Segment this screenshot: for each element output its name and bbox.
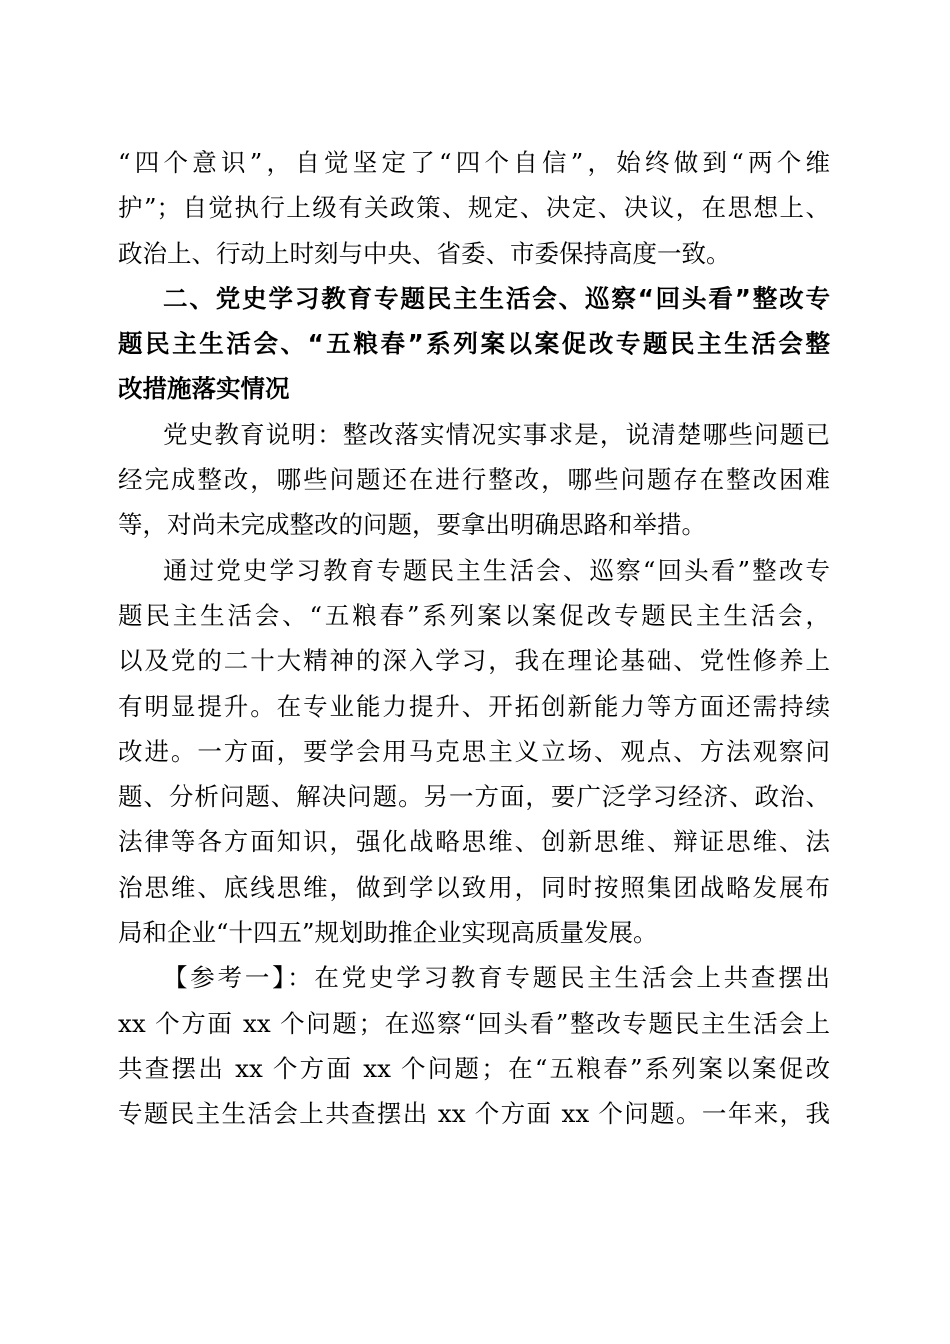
document-page xyxy=(118,140,830,1137)
text-line: 通过党史学习教育专题民主生活会、巡察“回头看”整改专 xyxy=(163,555,830,585)
section-heading xyxy=(118,276,830,412)
text-line: 题、分析问题、解决问题。另一方面，要广泛学习经济、政治、 xyxy=(118,782,830,812)
paragraph-political-awareness xyxy=(118,140,830,276)
text-line: 专题民主生活会上共查摆出 xx 个方面 xx 个问题。一年来，我 xyxy=(118,1099,830,1129)
text-line: 法律等各方面知识，强化战略思维、创新思维、辩证思维、法 xyxy=(118,827,830,857)
text-line: 题民主生活会、“五粮春”系列案以案促改专题民主生活会， xyxy=(118,600,830,630)
text-line: 共查摆出 xx 个方面 xx 个问题；在“五粮春”系列案以案促改 xyxy=(118,1053,830,1083)
text-line: 以及党的二十大精神的深入学习，我在理论基础、党性修养上 xyxy=(118,646,830,676)
text-line: 护”；自觉执行上级有关政策、规定、决定、决议，在思想上、 xyxy=(118,193,830,223)
paragraph-reference-one xyxy=(118,955,830,1136)
text-line: 改进。一方面，要学会用马克思主义立场、观点、方法观察问 xyxy=(118,736,830,766)
text-line: 党史教育说明：整改落实情况实事求是，说清楚哪些问题已 xyxy=(163,419,830,449)
text-line: xx 个方面 xx 个问题；在巡察“回头看”整改专题民主生活会上 xyxy=(118,1008,830,1038)
text-line: 等，对尚未完成整改的问题，要拿出明确思路和举措。 xyxy=(118,510,706,540)
text-line: 有明显提升。在专业能力提升、开拓创新能力等方面还需持续 xyxy=(118,691,830,721)
paragraph-instruction-note xyxy=(118,412,830,548)
text-line: “四个意识”，自觉坚定了“四个自信”，始终做到“两个维 xyxy=(118,148,830,177)
text-line: 治思维、底线思维，做到学以致用，同时按照集团战略发展布 xyxy=(118,872,830,902)
text-line: 政治上、行动上时刻与中央、省委、市委保持高度一致。 xyxy=(118,238,731,268)
text-line: 【参考一】：在党史学习教育专题民主生活会上共查摆出 xyxy=(163,963,830,993)
text-line: 经完成整改，哪些问题还在进行整改，哪些问题存在整改困难 xyxy=(118,465,830,495)
text-line: 局和企业“十四五”规划助推企业实现高质量发展。 xyxy=(118,918,658,948)
heading-line: 改措施落实情况 xyxy=(118,374,290,404)
heading-line: 二、党史学习教育专题民主生活会、巡察“回头看”整改专 xyxy=(163,283,830,313)
paragraph-body xyxy=(118,548,830,956)
heading-line: 题民主生活会、“五粮春”系列案以案促改专题民主生活会整 xyxy=(118,329,830,359)
